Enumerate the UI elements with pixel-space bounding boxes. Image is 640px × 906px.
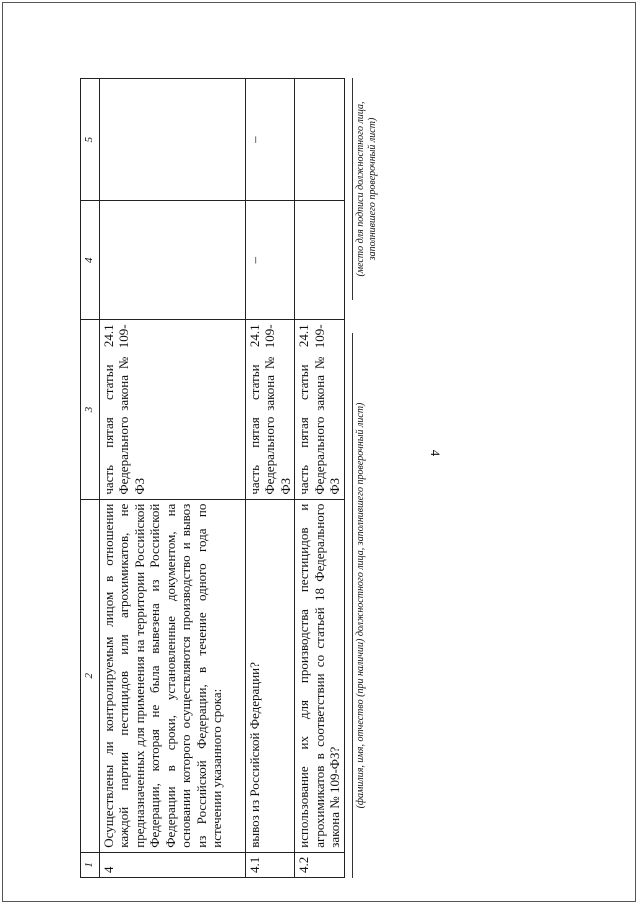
row-question: Осуществлены ли контролируемым лицом в отношении каждой партии пестицидов или агрохимикатов, не предназначенных для применения на территории Российской Федерации, которая не была вывезена из Российской Федерации в сроки, установленные документом, на основании которого осуществляются производство и вывоз из Российской Федерации, в течение одного года по истечении указанного срока: xyxy=(99,499,245,852)
signature-name-line xyxy=(352,333,353,878)
page-number: 4 xyxy=(428,449,443,457)
row-question: использование их для производства пестицидов и агрохимикатов в соответствии со статьей 18 Федерального закона № 109-ФЗ? xyxy=(295,499,345,852)
header-cell-1: 1 xyxy=(81,852,100,877)
row-number: 4 xyxy=(99,852,245,877)
row-col5: – xyxy=(245,79,295,201)
header-cell-2: 2 xyxy=(81,499,100,852)
table-header-row xyxy=(81,79,100,878)
table-row xyxy=(245,79,295,878)
row-number: 4.1 xyxy=(245,852,295,877)
row-reference: часть пятая статьи 24.1 Федерального закона № 109-ФЗ xyxy=(99,320,245,499)
row-question: вывоз из Российской Федерации? xyxy=(245,499,295,852)
row-col4: – xyxy=(245,201,295,320)
table-row xyxy=(295,79,345,878)
row-col4 xyxy=(99,201,245,320)
row-col5 xyxy=(99,79,245,201)
header-cell-3: 3 xyxy=(81,320,100,499)
checklist-table xyxy=(80,78,345,878)
row-col4 xyxy=(295,201,345,320)
row-col5 xyxy=(295,79,345,201)
row-number: 4.2 xyxy=(295,852,345,877)
header-cell-4: 4 xyxy=(81,201,100,320)
table-row xyxy=(99,79,245,878)
signature-sign-caption: (место для подписи должностного лица, заполнившего проверочный лист) xyxy=(355,101,378,277)
signature-name-caption: (фамилия, имя, отчество (при наличии) должностного лица, заполнившего проверочный лист) xyxy=(355,402,366,809)
rotated-content xyxy=(80,78,600,878)
row-reference: часть пятая статьи 24.1 Федерального закона № 109-ФЗ xyxy=(295,320,345,499)
signature-sign-line xyxy=(352,78,353,300)
header-cell-5: 5 xyxy=(81,79,100,201)
row-reference: часть пятая статьи 24.1 Федерального закона № 109-ФЗ xyxy=(245,320,295,499)
